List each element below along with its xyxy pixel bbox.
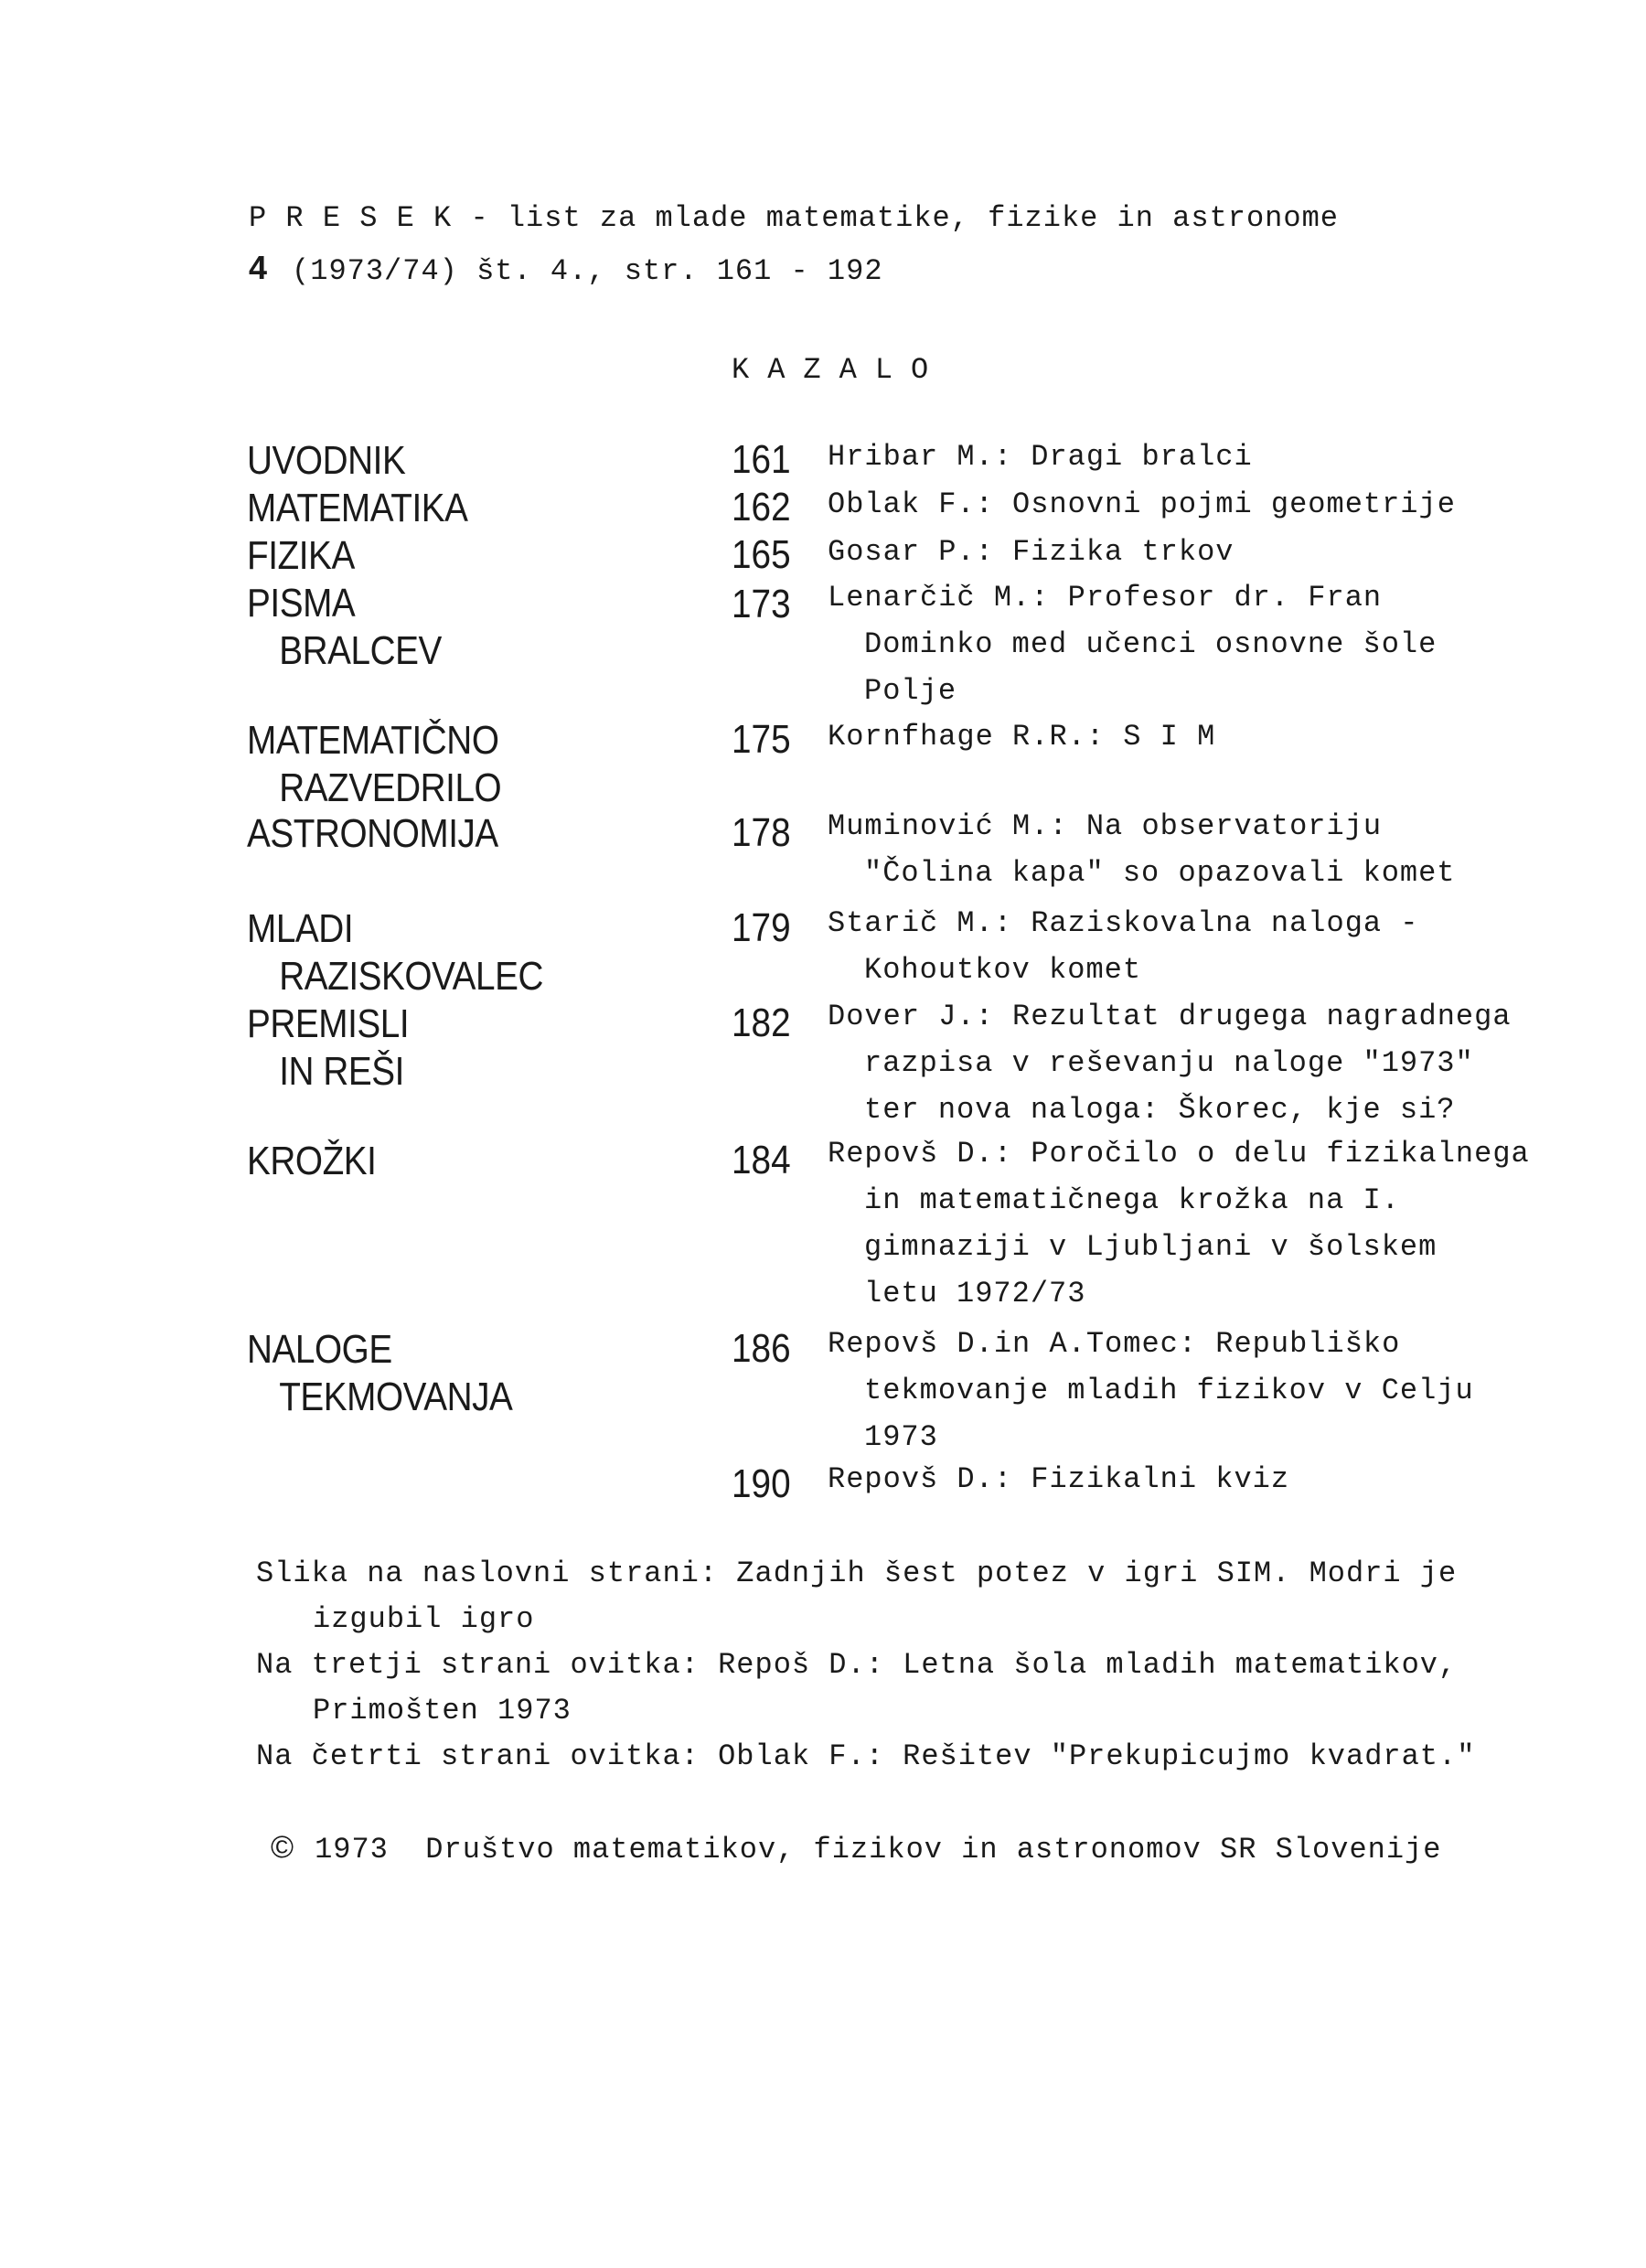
note: Na tretji strani ovitka: Repoš D.: Letna šola mladih matematikov, Primošten 1973 — [256, 1648, 1458, 1728]
category-line: MATEMATIČNO — [247, 718, 499, 763]
page-number: 182 — [732, 1000, 791, 1045]
masthead-line: P R E S E K - list za mlade matematike, fizike in astronome — [249, 201, 1339, 235]
page-number: 175 — [732, 717, 791, 762]
copyright-line — [271, 1830, 1441, 1867]
category-label — [247, 717, 501, 812]
issue-details: (1973/74) št. 4., str. 161 - 192 — [292, 254, 883, 288]
toc-entry: Repovš D.: Poročilo o delu fizikalnega in matematičnega krožka na I. gimnaziji v Ljubljani v šolskem letu 1972/73 — [828, 1137, 1530, 1311]
category-line: MATEMATIKA — [247, 486, 468, 530]
category-line: BRALCEV — [279, 628, 442, 673]
toc-entry: Kornfhage R.R.: S I M — [828, 720, 1216, 754]
copyright-text: 1973 Društvo matematikov, fizikov in astronomov SR Slovenije — [315, 1833, 1442, 1867]
category-label — [247, 810, 498, 858]
copyright-icon: © — [271, 1830, 295, 1865]
toc-entry: Hribar M.: Dragi bralci — [828, 440, 1253, 474]
toc-entry: Oblak F.: Osnovni pojmi geometrije — [828, 487, 1456, 521]
page-number: 161 — [732, 437, 791, 482]
category-line: RAZVEDRILO — [279, 765, 502, 810]
issue-number: 4 — [249, 249, 269, 286]
page-number: 190 — [732, 1461, 791, 1506]
category-line: TEKMOVANJA — [279, 1375, 513, 1419]
category-label — [247, 1326, 512, 1421]
page-number: 179 — [732, 905, 791, 950]
category-line: PISMA — [247, 581, 356, 626]
category-line: KROŽKI — [247, 1139, 377, 1183]
toc-entry: Gosar P.: Fizika trkov — [828, 535, 1234, 569]
page-number: 186 — [732, 1326, 791, 1371]
category-line: NALOGE — [247, 1327, 392, 1372]
category-label — [247, 1000, 409, 1096]
category-line: ASTRONOMIJA — [247, 811, 498, 856]
toc-entry: Muminović M.: Na observatoriju "Čolina kapa" so opazovali komet — [828, 809, 1456, 890]
page-number: 178 — [732, 810, 791, 855]
toc-entry: Dover J.: Rezultat drugega nagradnega razpisa v reševanju naloge "1973" ter nova naloga: Škorec, kje si? — [828, 1000, 1512, 1127]
category-label — [247, 905, 543, 1000]
cover-notes — [256, 1551, 1475, 1780]
category-label — [247, 1138, 377, 1185]
category-line: RAZISKOVALEC — [279, 954, 543, 999]
page-number: 184 — [732, 1138, 791, 1182]
page-title: KAZALO — [732, 353, 947, 387]
page-number: 165 — [732, 532, 791, 577]
toc-entry: Lenarčič M.: Profesor dr. Fran Dominko med učenci osnovne šole Polje — [828, 581, 1438, 708]
category-line: IN REŠI — [279, 1049, 404, 1094]
note: Na četrti strani ovitka: Oblak F.: Rešitev "Prekupicujmo kvadrat." — [256, 1739, 1476, 1773]
category-line: FIZIKA — [247, 533, 355, 578]
toc-entry: Repovš D.in A.Tomec: Republiško tekmovanje mladih fizikov v Celju 1973 — [828, 1327, 1474, 1454]
toc-entry: Repovš D.: Fizikalni kviz — [828, 1462, 1290, 1496]
category-line: MLADI — [247, 906, 354, 951]
category-line: PREMISLI — [247, 1001, 410, 1046]
note: Slika na naslovni strani: Zadnjih šest potez v igri SIM. Modri je izgubil igro — [256, 1557, 1458, 1636]
issue-line — [249, 249, 883, 288]
page-number: 173 — [732, 582, 791, 626]
page-number: 162 — [732, 485, 791, 530]
category-line: UVODNIK — [247, 438, 406, 483]
toc-entry: Starič M.: Raziskovalna naloga - Kohoutkov komet — [828, 906, 1419, 987]
category-label — [247, 437, 468, 675]
